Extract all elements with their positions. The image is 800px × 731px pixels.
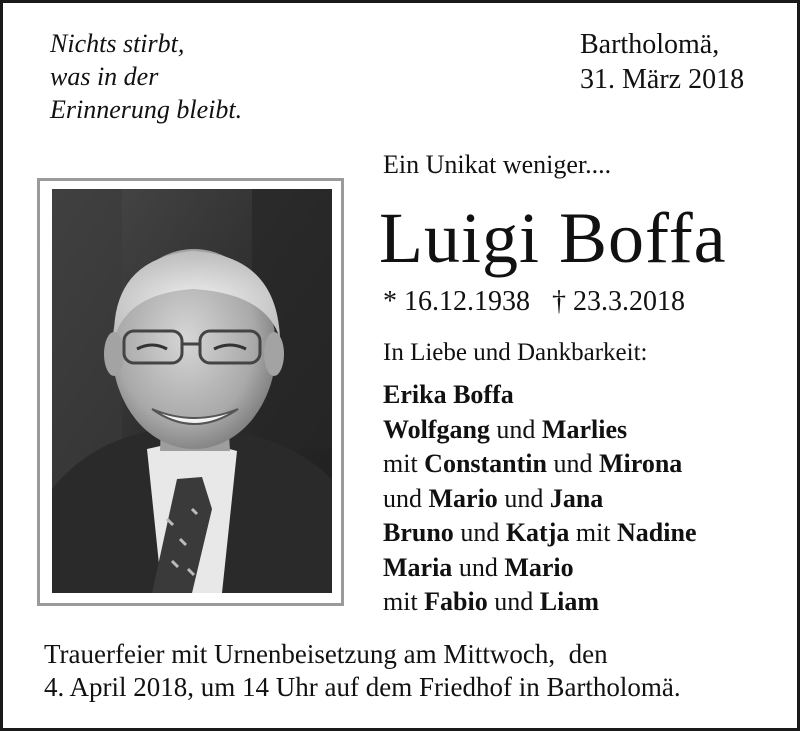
family-line <box>383 447 697 482</box>
family-member: Erika Boffa <box>383 380 514 409</box>
life-dates <box>383 286 685 318</box>
connector: und <box>497 483 550 513</box>
family-line <box>383 551 697 586</box>
family-member: Marlies <box>541 414 628 444</box>
birth-date: * 16.12.1938 <box>383 286 530 317</box>
portrait-photo <box>52 189 332 593</box>
family-member: Mirona <box>599 449 683 478</box>
connector: und <box>453 518 506 547</box>
subtitle: Ein Unikat weniger.... <box>383 150 612 179</box>
ceremony-line-1: Trauerfeier mit Urnenbeisetzung am Mittwoch, den <box>44 639 608 669</box>
ceremony-info <box>44 638 681 704</box>
connector: mit <box>569 518 618 547</box>
family-member: Liam <box>539 587 599 616</box>
death-date: † 23.3.2018 <box>552 286 685 317</box>
thanks-line: In Liebe und Dankbarkeit: <box>383 339 648 366</box>
family-line <box>383 378 697 413</box>
connector: mit <box>383 449 425 478</box>
deceased-name: Luigi Boffa <box>379 198 727 278</box>
connector: mit <box>383 587 425 616</box>
family-line <box>383 482 697 517</box>
connector: und <box>489 414 542 444</box>
family-line <box>383 585 697 620</box>
motto-line-3: Erinnerung bleibt. <box>50 95 243 124</box>
place: Bartholomä, <box>580 29 720 60</box>
family-member: Constantin <box>424 449 547 478</box>
family-member: Mario <box>504 552 574 582</box>
family-member: Mario <box>428 483 498 513</box>
family-member: Bruno <box>383 518 454 547</box>
motto-quote <box>50 27 242 126</box>
connector: und <box>487 587 540 616</box>
family-line <box>383 516 697 551</box>
family-member: Maria <box>383 552 453 582</box>
family-list <box>383 378 697 620</box>
motto-line-1: Nichts stirbt, <box>50 29 185 58</box>
family-line <box>383 413 697 448</box>
place-date <box>580 27 744 97</box>
family-member: Wolfgang <box>383 414 490 444</box>
family-member: Fabio <box>424 587 488 616</box>
motto-line-2: was in der <box>50 62 159 91</box>
family-member: Nadine <box>617 518 697 547</box>
date: 31. März 2018 <box>580 64 745 95</box>
family-member: Jana <box>549 483 604 513</box>
family-member: Katja <box>505 518 570 547</box>
ceremony-line-2: 4. April 2018, um 14 Uhr auf dem Friedhof in Bartholomä. <box>44 672 681 702</box>
connector: und <box>547 449 599 478</box>
connector: und <box>383 483 429 513</box>
connector: und <box>452 552 505 582</box>
